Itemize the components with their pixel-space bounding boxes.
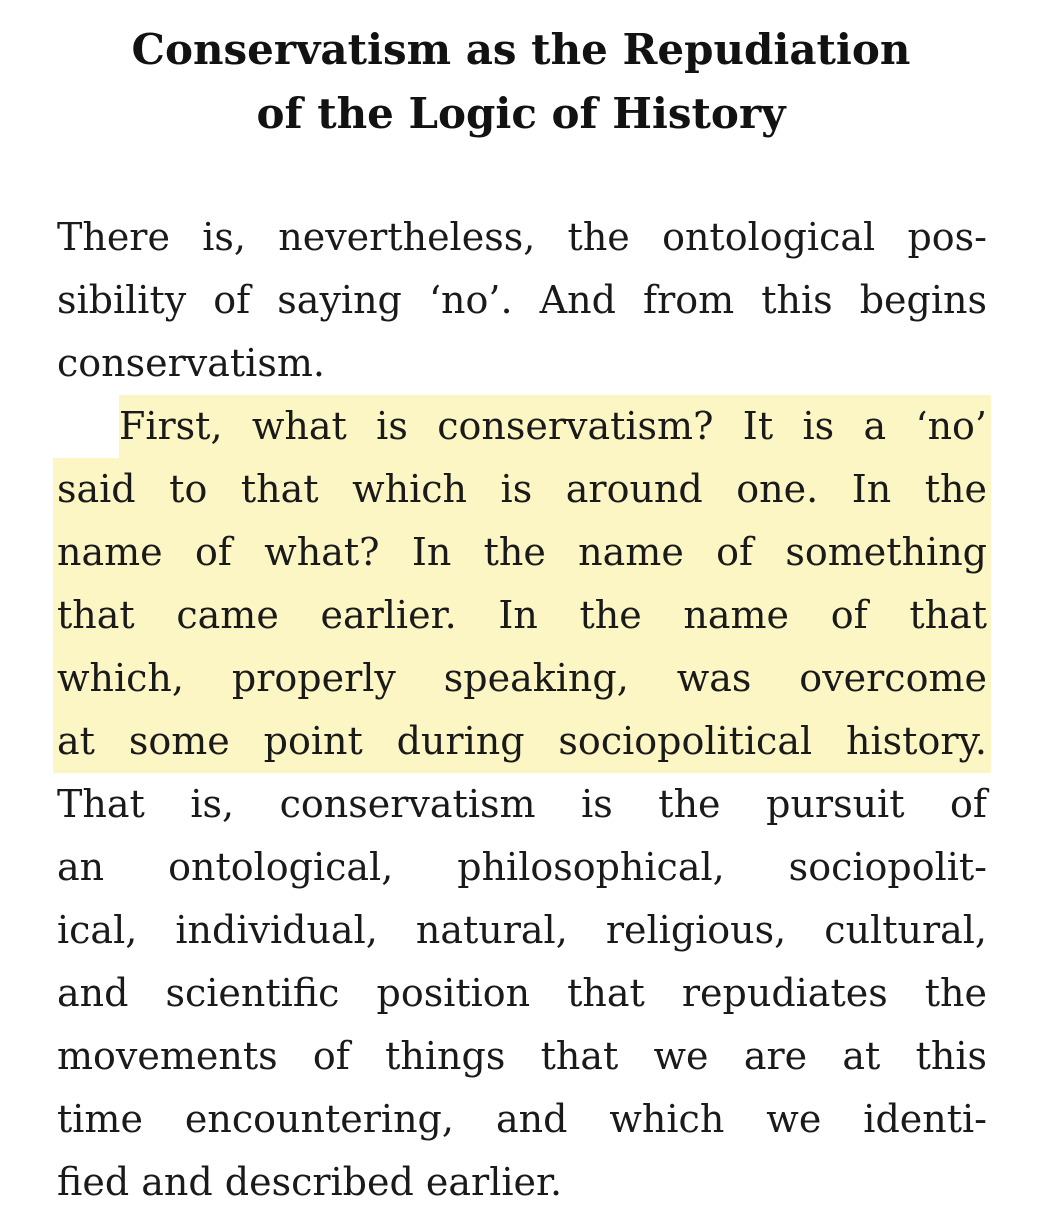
text-line: First, what is conservatism? It is a ‘no’: [119, 404, 987, 448]
highlighted-line[interactable]: [57, 647, 987, 710]
heading-line-2: of the Logic of History: [256, 89, 786, 138]
text-line: movements of things that we are at this: [57, 1034, 987, 1078]
highlighted-line[interactable]: [57, 710, 987, 773]
body-text: [57, 206, 987, 1214]
text-line: There is, nevertheless, the ontological pos-: [57, 215, 987, 259]
text-line: which, properly speaking, was overcome: [57, 656, 987, 700]
text-line: ical, individual, natural, religious, cultural,: [57, 908, 987, 952]
text-line: at some point during sociopolitical history.: [57, 719, 987, 763]
highlighted-line[interactable]: [57, 458, 987, 521]
text-line: conservatism.: [57, 341, 325, 385]
text-line: time encountering, and which we identi-: [57, 1097, 987, 1141]
highlighted-line[interactable]: [57, 395, 987, 458]
text-line: name of what? In the name of something: [57, 530, 987, 574]
paragraph-1: [57, 206, 987, 395]
text-line: and scientific position that repudiates the: [57, 971, 987, 1015]
text-line: that came earlier. In the name of that: [57, 593, 987, 637]
chapter-heading: [0, 18, 1042, 146]
text-line: That is, conservatism is the pursuit of: [57, 782, 987, 826]
text-line: an ontological, philosophical, sociopolit-: [57, 845, 987, 889]
paragraph-2: [57, 395, 987, 1214]
heading-line-1: Conservatism as the Repudiation: [131, 25, 911, 74]
highlighted-line[interactable]: [57, 584, 987, 647]
text-line: sibility of saying ‘no’. And from this begins: [57, 278, 987, 322]
text-line: said to that which is around one. In the: [57, 467, 987, 511]
text-line: fied and described earlier.: [57, 1160, 563, 1204]
highlighted-line[interactable]: [57, 521, 987, 584]
